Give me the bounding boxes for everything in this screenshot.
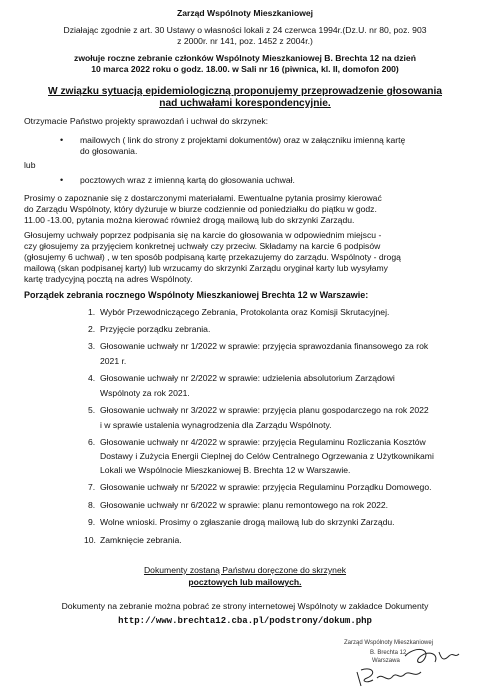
paragraph-2-line-2: czy głosujemy za przyjęciem konkretnej uchwały czy przeciw. Składamy na karcie 6 podpisów [24, 241, 381, 251]
legal-basis-line-2: z 2000r. nr 141, poz. 1452 z 2004r.) [177, 36, 313, 46]
legal-basis-line-1: Działając zgodnie z art. 30 Ustawy o własności lokali z 24 czerwca 1994r.(Dz.U. nr 80, poz. 903 [63, 25, 427, 35]
agenda-item-text: Wspólnoty za rok 2021. [100, 388, 190, 398]
agenda-item-text: i w sprawie ustalenia wynagrodzenia dla Zarządu Wspólnoty. [100, 420, 332, 430]
documents-link[interactable]: http://www.brechta12.cba.pl/podstrony/dokum.php [118, 616, 372, 626]
agenda-title: Porządek zebrania rocznego Wspólnoty Mieszkaniowej Brechta 12 w Warszawie: [24, 290, 369, 300]
agenda-item-number: 1. [88, 307, 96, 317]
agenda-item-text: Głosowanie uchwały nr 2/2022 w sprawie: udzielenia absolutorium Zarządowi [100, 373, 395, 383]
agenda-item-text: Przyjęcie porządku zebrania. [100, 324, 211, 334]
agenda-item-number: 3. [88, 341, 96, 351]
agenda-item-text: Głosowanie uchwały nr 5/2022 w sprawie: przyjęcia Regulaminu Porządku Domowego. [100, 482, 432, 492]
bullet-1-line-2: do głosowania. [80, 146, 138, 156]
agenda-item-text: Zamknięcie zebrania. [100, 535, 182, 545]
agenda-item-number: 8. [88, 500, 96, 510]
stamp-line-3: Warszawa [372, 658, 400, 664]
agenda-item-number: 7. [88, 482, 96, 492]
lub-text: lub [24, 160, 36, 170]
convene-line-1: zwołuje roczne zebranie członków Wspólnoty Mieszkaniowej B. Brechta 12 na dzień [74, 53, 416, 63]
paragraph-1-line-3: 11.00 -13.00, pytania można kierować również drogą mailową lub do skrzynki Zarządu. [24, 215, 355, 225]
agenda-item-number: 4. [88, 373, 96, 383]
download-text: Dokumenty na zebranie można pobrać ze strony internetowej Wspólnoty w zakładce Dokumenty [61, 601, 429, 611]
bullet-2-line: pocztowych wraz z imienną kartą do głosowania uchwał. [80, 175, 295, 185]
notice-line-1: W związku sytuacją epidemiologiczną proponujemy przeprowadzenie głosowania [48, 86, 442, 97]
agenda-item-text: Głosowanie uchwały nr 6/2022 w sprawie: planu remontowego na rok 2022. [100, 500, 389, 510]
agenda-item-text: Głosowanie uchwały nr 4/2022 w sprawie: przyjęcia Regulaminu Rozliczania Kosztów [100, 437, 426, 447]
agenda-item-number: 9. [88, 517, 96, 527]
agenda-item-number: 5. [88, 405, 96, 415]
paragraph-1-line-2: do Zarządu Wspólnoty, który dyżuruje w biurze codziennie od poniedziałku do piątku w godz. [24, 204, 377, 214]
agenda-item-text: Wybór Przewodniczącego Zebrania, Protokolanta oraz Komisji Skrutacyjnej. [100, 307, 390, 317]
stamp-line-1: Zarząd Wspólnoty Mieszkaniowej [344, 640, 434, 646]
agenda-item-number: 2. [88, 324, 96, 334]
paragraph-2-line-5: kartę tradycyjną pocztą na adres Wspólnoty. [24, 274, 193, 284]
delivery-line-1: Dokumenty zostaną Państwu doręczone do skrzynek [143, 565, 347, 575]
agenda-item-text: Dostawy i Zużycia Energii Cieplnej do Celów Centralnego Ogrzewania z Użytkownikami [100, 451, 434, 461]
bullet-dot-icon: • [60, 135, 64, 145]
notice-line-2: nad uchwałami korespondencyjnie. [159, 98, 331, 109]
agenda-item-text: Lokali we Wspólnocie Mieszkaniowej B. Brechta 12 w Warszawie. [100, 465, 351, 475]
handwritten-signature [355, 644, 475, 690]
bullet-dot-icon: • [60, 175, 64, 185]
stamp-line-2: B. Brechta 12 [370, 650, 407, 656]
agenda-item-number: 6. [88, 437, 96, 447]
agenda-item-text: Głosowanie uchwały nr 3/2022 w sprawie: przyjęcia planu gospodarczego na rok 2022 [100, 405, 429, 415]
paragraph-2-line-4: mailową (skan podpisanej karty) lub wrzucamy do skrzynki Zarządu oryginał karty lub wysyłamy [24, 263, 388, 273]
convene-line-2: 10 marca 2022 roku o godz. 18.00. w Sali nr 16 (piwnica, kl. II, domofon 200) [91, 64, 399, 74]
agenda-item-text: Głosowanie uchwały nr 1/2022 w sprawie: przyjęcia sprawozdania finansowego za rok [100, 341, 429, 351]
delivery-line-2: pocztowych lub mailowych. [188, 577, 302, 587]
intro-text: Otrzymacie Państwo projekty sprawozdań i uchwał do skrzynek: [24, 116, 269, 126]
agenda-item-number: 10. [84, 535, 96, 545]
document-title: Zarząd Wspólnoty Mieszkaniowej [176, 8, 314, 18]
agenda-item-text: Wolne wnioski. Prosimy o zgłaszanie drogą mailową lub do skrzynki Zarządu. [100, 517, 395, 527]
agenda-item-text: 2021 r. [100, 356, 127, 366]
paragraph-2-line-3: (głosujemy 6 uchwał) , w ten sposób podpisaną kartę przekazujemy do zarządu. Wspólnoty - drogą [24, 252, 401, 262]
paragraph-1-line-1: Prosimy o zapoznanie się z dostarczonymi materiałami. Ewentualne pytania prosimy kierować [24, 193, 382, 203]
paragraph-2-line-1: Głosujemy uchwały poprzez podpisania się na karcie do głosowania w odpowiednim miejscu - [24, 230, 382, 240]
bullet-1-line-1: mailowych ( link do strony z projektami dokumentów) oraz w załączniku imienną kartę [80, 135, 406, 145]
